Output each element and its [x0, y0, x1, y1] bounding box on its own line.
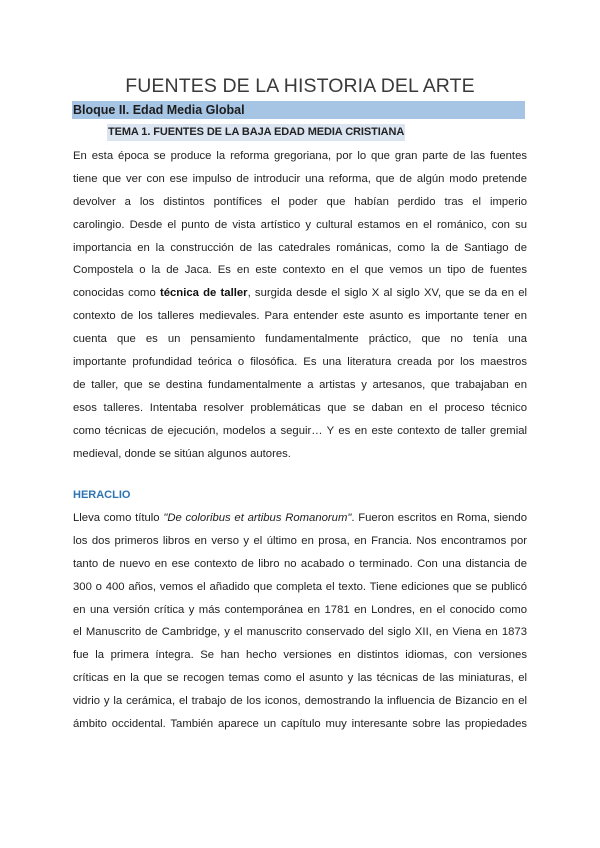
paragraph-line: Compostela o la de Jaca. Es en este contexto en el que vemos un tipo de fuentes	[73, 264, 527, 277]
paragraph-line: En esta época se produce la reforma gregoriana, por lo que gran parte de las fuentes	[73, 150, 527, 162]
paragraph-line: como técnicas de ejecución, modelos a seguir… Y es en este contexto de taller gremial	[73, 424, 527, 437]
paragraph-line: cuenta que es un pensamiento fundamentalmente práctico, que no tenía una	[73, 333, 527, 346]
block-heading: Bloque II. Edad Media Global	[72, 101, 525, 119]
heraclio-paragraph	[73, 507, 527, 736]
paragraph-line: el Manuscrito de Cambridge, y el manuscrito conservado del siglo XII, en Viena en 1873	[73, 626, 527, 639]
work-title: "De coloribus et artibus Romanorum"	[163, 512, 352, 524]
line-suffix: . Fueron escritos en Roma, siendo	[351, 512, 527, 524]
paragraph-line: contexto de los talleres medievales. Para entender este asunto es importante tener en	[73, 310, 527, 323]
paragraph-line: ámbito occidental. También aparece un capítulo muy interesante sobre las propiedades	[73, 718, 527, 731]
paragraph-line: tanto de nuevo en ese contexto de libro no acabado o terminado. Con una distancia de	[73, 557, 527, 570]
paragraph-line: 300 o 400 años, vemos el añadido que completa el texto. Tiene ediciones que se publicó	[73, 580, 527, 593]
paragraph-line: importante profundidad teórica o filosófica. Es una literatura creada por los maestros	[73, 356, 527, 369]
paragraph-line: tiene que ver con ese impulso de introducir una reforma, que de algún modo pretende	[73, 172, 527, 185]
intro-paragraph	[73, 145, 527, 465]
topic-heading: TEMA 1. FUENTES DE LA BAJA EDAD MEDIA CRISTIANA	[107, 124, 405, 141]
paragraph-line-with-term	[73, 282, 527, 305]
paragraph-line: en una versión crítica y más contemporánea en 1781 en Londres, en el conocido como	[73, 603, 527, 616]
paragraph-line: esos talleres. Intentaba resolver problemáticas que se daban en el proceso técnico	[73, 401, 527, 414]
bold-term: técnica de taller	[159, 287, 248, 300]
line-suffix: , surgida desde el siglo X al siglo XV, que se da en el	[247, 287, 528, 300]
paragraph-line: de taller, que se destina fundamentalmente a artistas y artesanos, que trabajaban en	[73, 378, 527, 391]
line-prefix: Lleva como título	[73, 512, 164, 524]
paragraph-line: fue la primera íntegra. Se han hecho versiones en distintos idiomas, con versiones	[73, 649, 527, 662]
section-heading: HERACLIO	[73, 489, 131, 501]
paragraph-line: devolver a los distintos pontífices el poder que habían perdido tras el imperio	[73, 195, 527, 208]
paragraph-line: vidrio y la cerámica, el trabajo de los iconos, demostrando la influencia de Bizancio en el	[73, 695, 527, 708]
paragraph-line-with-title	[73, 507, 527, 530]
paragraph-line: medieval, donde se sitúan algunos autores.	[73, 447, 291, 460]
paragraph-line: carolingio. Desde el punto de vista artístico y cultural estamos en el románico, con su	[73, 218, 527, 231]
paragraph-line: los dos primeros libros en verso y el último en prosa, en Francia. Nos encontramos por	[73, 534, 527, 547]
document-title: FUENTES DE LA HISTORIA DEL ARTE	[125, 75, 475, 97]
line-prefix: conocidas como	[73, 287, 160, 300]
paragraph-line: importancia en la construcción de las catedrales románicas, como la de Santiago de	[73, 241, 527, 254]
paragraph-line: críticas en la que se recogen temas como el asunto y las técnicas de las miniaturas, el	[73, 672, 527, 685]
